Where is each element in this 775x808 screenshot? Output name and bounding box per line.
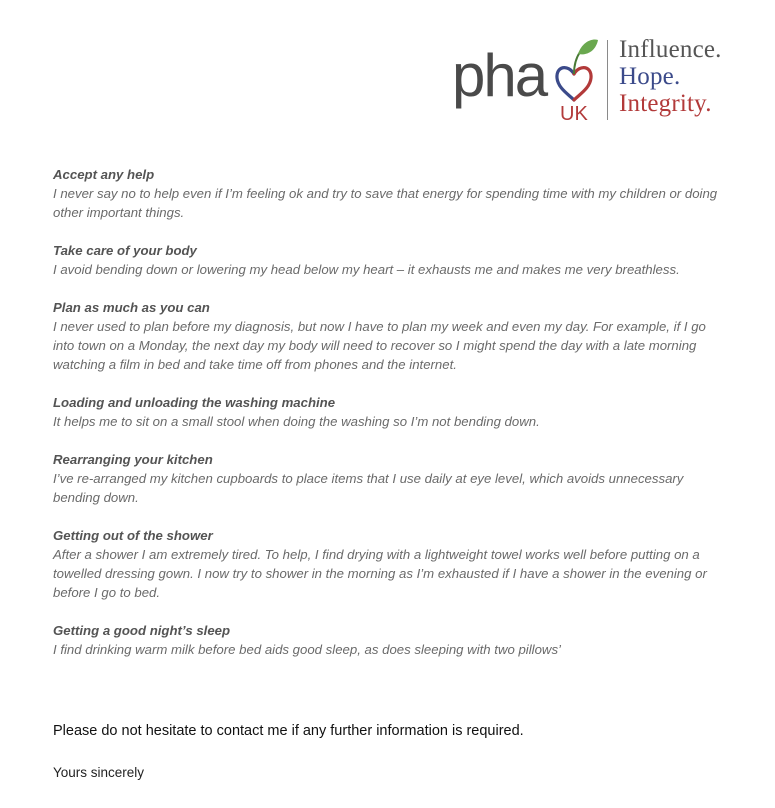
tip-title: Accept any help <box>53 167 155 182</box>
closing-paragraph: Please do not hesitate to contact me if any further information is required. <box>53 723 524 739</box>
tip-body: I never used to plan before my diagnosis, but now I have to plan my week and even my day. For example, if I go into town on a Monday, the next day my body will need to recover so I might spend the day with a late morning watching a film in bed and take time off from phones and the internet. <box>53 319 706 372</box>
logo-country: UK <box>560 103 588 125</box>
tip-section <box>53 298 723 374</box>
logo-divider <box>607 40 608 120</box>
tagline-influence: Influence. <box>619 36 722 63</box>
tip-section <box>53 165 723 222</box>
tagline-hope: Hope. <box>619 63 681 90</box>
tip-body: After a shower I am extremely tired. To help, I find drying with a lightweight towel works well before putting on a towelled dressing gown. I now try to shower in the morning as I’m exhausted if I have a shower in the evening or before I go to bed. <box>53 547 707 600</box>
tip-title: Rearranging your kitchen <box>53 452 213 467</box>
logo-wordmark: pha <box>452 42 547 109</box>
tip-title: Loading and unloading the washing machine <box>53 395 336 410</box>
tip-body: I never say no to help even if I’m feeling ok and try to save that energy for spending time with my children or doing other important things. <box>53 186 718 220</box>
pha-uk-logo <box>452 34 752 126</box>
tip-title: Getting out of the shower <box>53 528 213 543</box>
tagline-integrity: Integrity. <box>619 90 712 117</box>
tip-title: Getting a good night’s sleep <box>53 623 231 638</box>
signoff: Yours sincerely <box>53 765 145 780</box>
tip-section <box>53 393 723 431</box>
logo-tagline <box>619 36 722 117</box>
tip-section <box>53 450 723 507</box>
tip-body: It helps me to sit on a small stool when doing the washing so I’m not bending down. <box>53 414 540 429</box>
tip-body: I avoid bending down or lowering my head below my heart – it exhausts me and makes me very breathless. <box>53 262 680 277</box>
pha-heart-logo-icon <box>452 34 602 126</box>
tip-body: I find drinking warm milk before bed aids good sleep, as does sleeping with two pillows’ <box>53 642 561 657</box>
tip-section <box>53 621 723 659</box>
tip-section <box>53 526 723 602</box>
tip-title: Take care of your body <box>53 243 197 258</box>
tips-content <box>53 165 723 678</box>
tip-body: I’ve re-arranged my kitchen cupboards to place items that I use daily at eye level, which avoids unnecessary bending down. <box>53 471 684 505</box>
tip-section <box>53 241 723 279</box>
tip-title: Plan as much as you can <box>53 300 210 315</box>
